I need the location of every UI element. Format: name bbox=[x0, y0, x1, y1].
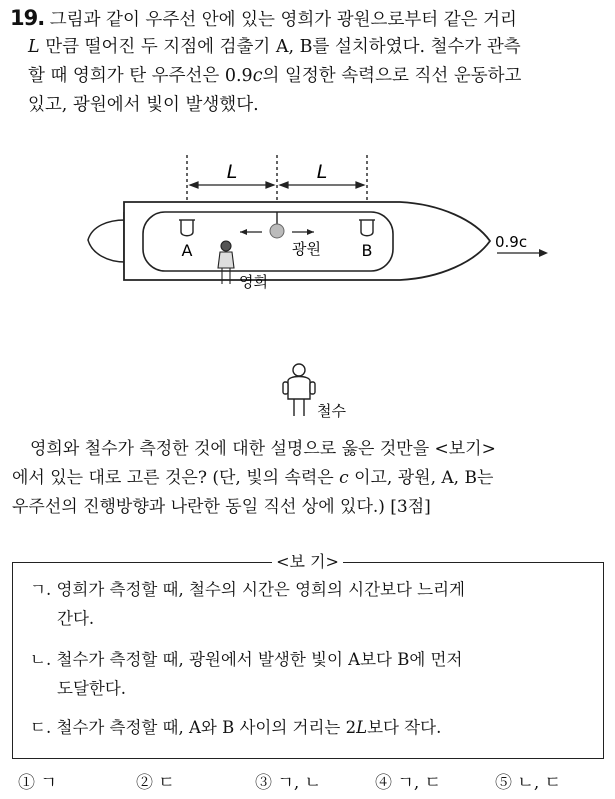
question-number: 19. bbox=[10, 6, 45, 30]
question-text-1: 그림과 같이 우주선 안에 있는 영희가 광원으로부터 같은 거리 bbox=[49, 10, 517, 30]
bogi-item-3 bbox=[30, 716, 441, 740]
detector-b bbox=[359, 220, 375, 236]
person-younghee-label: 영희 bbox=[239, 273, 268, 291]
prompt-text-2a: 에서 있는 대로 고른 것은? (단, 빛의 속력은 bbox=[12, 468, 340, 488]
bogi-item-3-variable-L: L bbox=[356, 718, 368, 737]
light-source-label: 광원 bbox=[292, 240, 321, 258]
bogi-title: <보 기> bbox=[0, 549, 615, 572]
bogi-item-1-cont: 간다. bbox=[57, 609, 95, 628]
prompt-text-2b: 이고, 광원, A, B는 bbox=[348, 468, 494, 488]
bogi-item-1-text: 영희가 측정할 때, 철수의 시간은 영희의 시간보다 느리게 bbox=[56, 580, 465, 599]
bogi-item-3-text-a: 철수가 측정할 때, A와 B 사이의 거리는 2 bbox=[56, 718, 357, 737]
bogi-item-3-marker: ㄷ. bbox=[30, 718, 52, 737]
bogi-item-1 bbox=[30, 578, 465, 602]
person-cheolsu-label: 철수 bbox=[317, 402, 346, 420]
distance-label-right: L bbox=[316, 161, 328, 183]
bogi-item-2-cont: 도달한다. bbox=[57, 679, 127, 698]
question-text-3a: 할 때 영희가 탄 우주선은 0.9 bbox=[28, 66, 253, 86]
prompt-line-2 bbox=[12, 466, 493, 490]
choice-2[interactable]: ② ㄷ bbox=[136, 773, 175, 793]
variable-c: c bbox=[252, 66, 263, 86]
bogi-item-2-text: 철수가 측정할 때, 광원에서 발생한 빛이 A보다 B에 먼저 bbox=[56, 650, 463, 669]
choice-3[interactable]: ③ ㄱ, ㄴ bbox=[255, 773, 322, 793]
speed-arrowhead bbox=[539, 249, 548, 257]
prompt-variable-c: c bbox=[339, 468, 349, 488]
detector-a bbox=[179, 220, 195, 236]
bogi-item-2 bbox=[30, 648, 462, 672]
question-text-4: 있고, 광원에서 빛이 발생했다. bbox=[28, 95, 259, 115]
question-text-2: 만큼 떨어진 두 지점에 검출기 A, B를 설치하였다. 철수가 관측 bbox=[39, 37, 521, 57]
prompt-line-3: 우주선의 진행방향과 나란한 동일 직선 상에 있다.) [3점] bbox=[12, 497, 431, 517]
detector-a-label: A bbox=[181, 241, 193, 260]
distance-label-left: L bbox=[226, 161, 238, 183]
bogi-item-3-text-b: 보다 작다. bbox=[367, 718, 442, 737]
bogi-item-2-marker: ㄴ. bbox=[30, 650, 52, 669]
spaceship bbox=[88, 202, 490, 280]
choice-1[interactable]: ① ㄱ bbox=[18, 773, 57, 793]
person-cheolsu-icon bbox=[283, 364, 315, 416]
speed-label: 0.9c bbox=[495, 233, 528, 251]
variable-L: L bbox=[28, 37, 40, 57]
prompt-line-1: 영희와 철수가 측정한 것에 대한 설명으로 옳은 것만을 <보기> bbox=[30, 439, 496, 459]
choice-4[interactable]: ④ ㄱ, ㄷ bbox=[375, 773, 442, 793]
rocket-thruster bbox=[88, 220, 125, 262]
choice-5[interactable]: ⑤ ㄴ, ㄷ bbox=[495, 773, 562, 793]
question-text-3b: 의 일정한 속력으로 직선 운동하고 bbox=[262, 66, 522, 86]
bogi-item-1-marker: ㄱ. bbox=[30, 580, 52, 599]
detector-b-label: B bbox=[361, 241, 373, 260]
